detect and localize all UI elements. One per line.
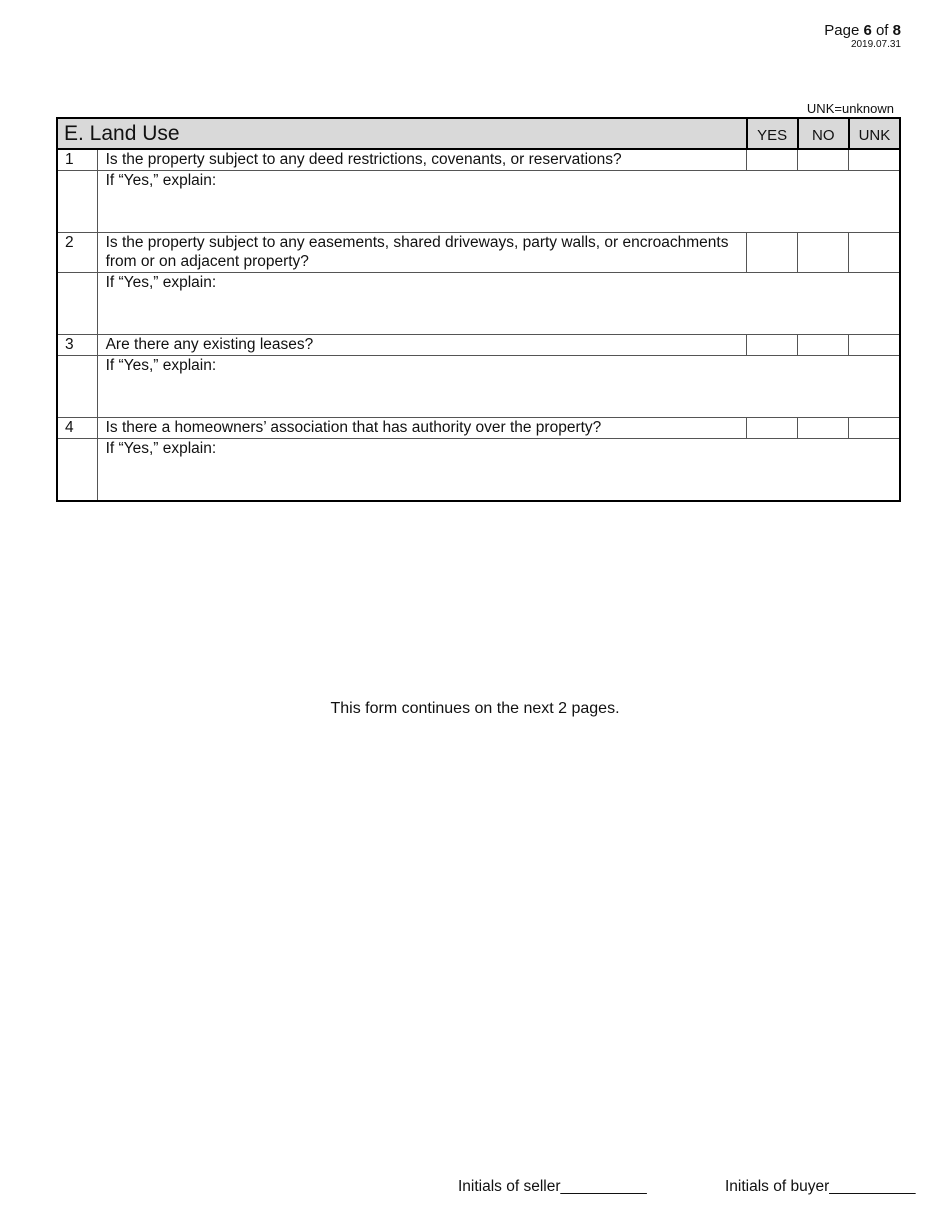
question-row — [57, 418, 900, 439]
explain-label: If “Yes,” explain: — [105, 357, 217, 374]
answer-unk-checkbox[interactable] — [849, 418, 900, 439]
question-row — [57, 335, 900, 356]
explain-spacer — [57, 273, 97, 335]
answer-no-checkbox[interactable] — [798, 233, 849, 273]
page-current: 6 — [863, 22, 872, 39]
question-number: 3 — [57, 335, 97, 356]
section-title: E. Land Use — [57, 118, 747, 149]
explain-field[interactable] — [97, 273, 900, 335]
land-use-table — [56, 117, 901, 502]
answer-unk-checkbox[interactable] — [849, 335, 900, 356]
answer-yes-checkbox[interactable] — [747, 335, 798, 356]
question-text: Is the property subject to any deed restrictions, covenants, or reservations? — [97, 149, 747, 171]
answer-no-checkbox[interactable] — [798, 418, 849, 439]
explain-spacer — [57, 171, 97, 233]
page-header — [824, 22, 901, 51]
section-header-row — [57, 118, 900, 149]
question-text: Is there a homeowners’ association that has authority over the property? — [97, 418, 747, 439]
page-number: Page 6 of 8 — [824, 22, 901, 39]
continuation-note: This form continues on the next 2 pages. — [330, 700, 620, 717]
question-text: Are there any existing leases? — [97, 335, 747, 356]
column-unk: UNK — [849, 118, 900, 149]
question-number: 2 — [57, 233, 97, 273]
form-version-date: 2019.07.31 — [850, 39, 901, 50]
explain-row — [57, 273, 900, 335]
unk-legend: UNK=unknown — [806, 101, 894, 116]
answer-unk-checkbox[interactable] — [849, 149, 900, 171]
explain-label: If “Yes,” explain: — [105, 440, 217, 457]
explain-row — [57, 439, 900, 502]
buyer-initials-field[interactable]: Initials of buyer__________ — [725, 1178, 916, 1195]
question-text: Is the property subject to any easements, shared driveways, party walls, or encroachments from or on adjacent property? — [97, 233, 747, 273]
column-no: NO — [798, 118, 849, 149]
explain-field[interactable] — [97, 171, 900, 233]
explain-row — [57, 356, 900, 418]
explain-label: If “Yes,” explain: — [105, 172, 217, 189]
question-number: 1 — [57, 149, 97, 171]
answer-yes-checkbox[interactable] — [747, 233, 798, 273]
explain-field[interactable] — [97, 439, 900, 502]
seller-initials-field[interactable]: Initials of seller__________ — [458, 1178, 647, 1195]
column-yes: YES — [747, 118, 798, 149]
answer-yes-checkbox[interactable] — [747, 418, 798, 439]
answer-no-checkbox[interactable] — [798, 149, 849, 171]
explain-label: If “Yes,” explain: — [105, 274, 217, 291]
answer-no-checkbox[interactable] — [798, 335, 849, 356]
page-total: 8 — [892, 22, 901, 39]
explain-spacer — [57, 356, 97, 418]
answer-unk-checkbox[interactable] — [849, 233, 900, 273]
answer-yes-checkbox[interactable] — [747, 149, 798, 171]
question-row — [57, 149, 900, 171]
question-row — [57, 233, 900, 273]
explain-spacer — [57, 439, 97, 502]
explain-row — [57, 171, 900, 233]
explain-field[interactable] — [97, 356, 900, 418]
question-number: 4 — [57, 418, 97, 439]
